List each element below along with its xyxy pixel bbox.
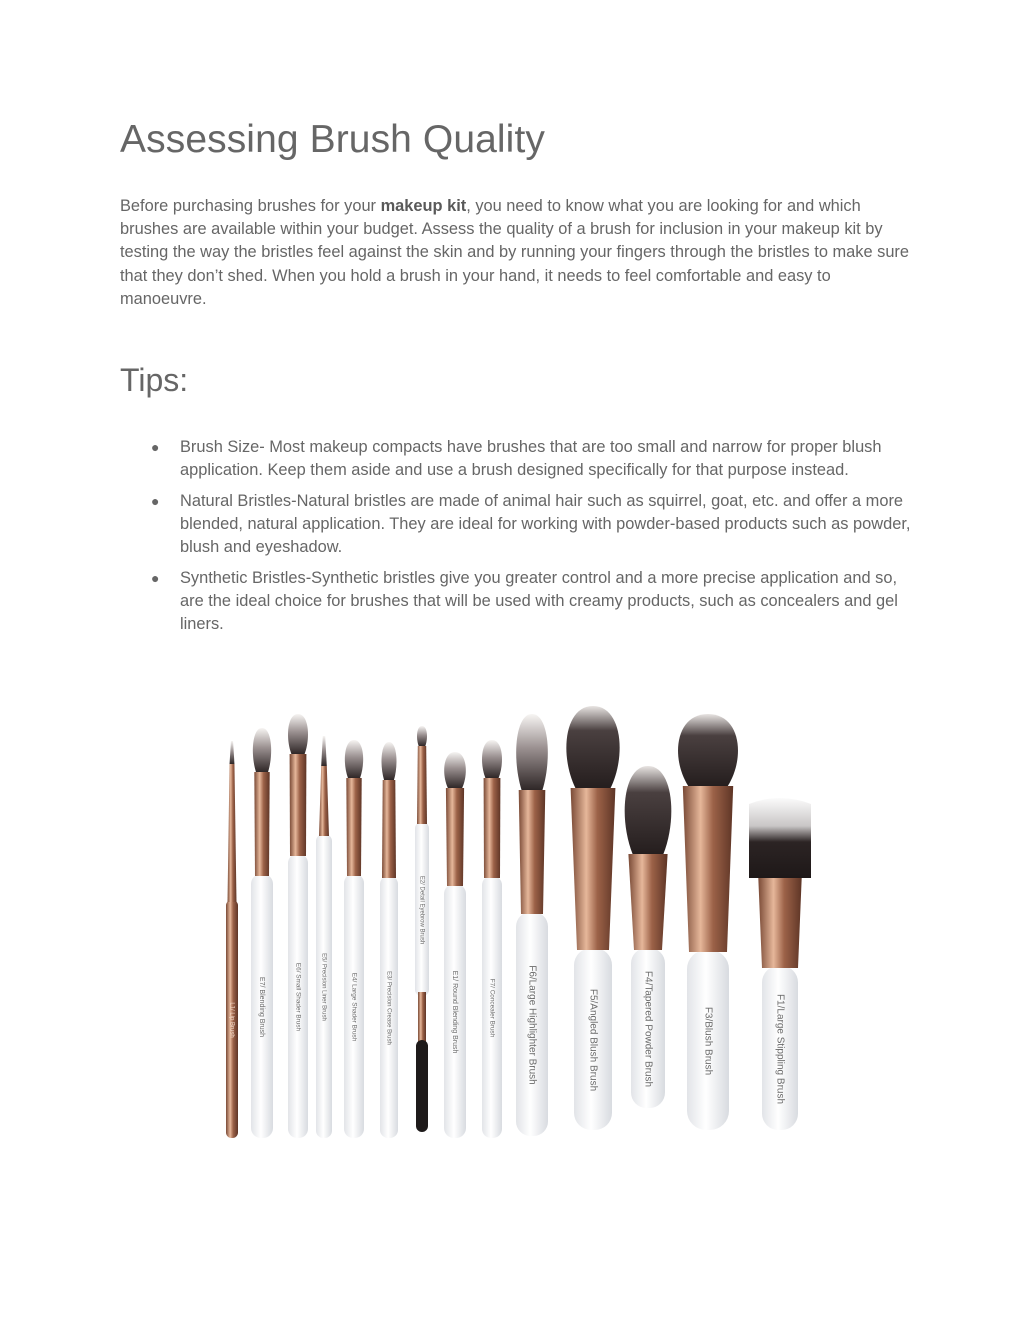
list-item [120, 436, 920, 482]
brush-ferrule [346, 778, 361, 876]
spoolie-ferrule [418, 992, 426, 1042]
brush-ferrule [417, 746, 427, 824]
brush-label: F1/Large Stippling Brush [774, 993, 786, 1105]
brush-10 [516, 714, 548, 1136]
intro-bold-term: makeup kit [380, 197, 467, 215]
bullet-icon: ● [151, 570, 160, 587]
brush-bristles [625, 766, 672, 854]
brush-label: F6/Large Highlighter Brush [526, 965, 538, 1085]
bullet-icon: ● [151, 492, 160, 509]
brush-ferrule [290, 754, 307, 856]
brush-label: F7/ Concealer Brush [488, 978, 496, 1038]
brush-11 [566, 706, 619, 1130]
page-title: Assessing Brush Quality [120, 118, 545, 161]
brush-ferrule [758, 878, 801, 968]
brush-label: E7/ Blending Brush [258, 976, 266, 1038]
brush-bristles [253, 728, 271, 772]
brush-set-photo [214, 706, 818, 1146]
brush-bristles [345, 740, 363, 778]
bullet-icon: ● [151, 439, 160, 455]
brush-ferrule [628, 854, 667, 950]
brush-label: E6/ Small Shader Brush [294, 962, 302, 1032]
brush-7 [415, 726, 429, 1132]
tip-text: Brush Size- Most makeup compacts have brushes that are too small and narrow for proper blush application. Keep them aside and use a brush designed specifically for that purpose instead. [180, 438, 882, 480]
brush-2 [251, 728, 273, 1138]
brush-8 [444, 752, 466, 1138]
brush-ferrule [382, 780, 396, 878]
brush-ferrule [519, 790, 546, 914]
brush-14 [749, 798, 811, 1130]
intro-text-after: , you need to know what you are looking for and which brushes are available within your budget. Assess the quality of a brush for inclusion in your makeup kit by testing the way the bristles feel against the skin and by running your fingers through the bristles to make sure that they don’t shed. When you hold a brush in your hand, it needs to feel comfortable and easy to manoeuvre. [120, 197, 910, 308]
brush-bristles [417, 726, 427, 746]
brush-label: E2/ Detail Eyebrow Brush [418, 875, 425, 945]
brush-bristles [678, 714, 738, 786]
brush-bristles [516, 714, 548, 790]
brush-9 [482, 740, 502, 1138]
intro-text-before: Before purchasing brushes for your [120, 197, 381, 215]
list-item [120, 567, 920, 637]
brush-label: F4/Tapered Powder Brush [642, 970, 654, 1088]
brush-bristles [566, 706, 619, 788]
tip-text: Synthetic Bristles-Synthetic bristles give you greater control and a more precise application and so, are the ideal choice for brushes that will be used with creamy products, such as concealers and gel liners. [180, 569, 898, 634]
brush-bristles [382, 742, 397, 780]
spoolie-head [416, 1040, 428, 1132]
brush-label: E5/ Precision Liner Brush [320, 953, 327, 1021]
brush-4 [316, 736, 332, 1138]
intro-paragraph [120, 195, 910, 311]
brush-label: F3/Blush Brush [702, 1006, 714, 1076]
brush-ferrule [254, 772, 269, 876]
brush-ferrule [228, 764, 237, 902]
brush-label: E1/ Round Blending Brush [451, 970, 459, 1054]
brush-3 [288, 714, 308, 1138]
brush-label: E3/ Precision Crease Brush [385, 971, 392, 1045]
brush-label: F5/Angled Blush Brush [587, 988, 599, 1092]
brush-ferrule [683, 786, 733, 952]
brush-ferrule [319, 766, 329, 836]
brush-bristles [288, 714, 308, 754]
brush-6 [380, 742, 398, 1138]
brush-ferrule [484, 778, 501, 878]
tips-heading: Tips: [120, 362, 189, 398]
brush-bristles [444, 752, 466, 788]
brush-label: E4/ Large Shader Brush [350, 972, 358, 1042]
brush-ferrule [571, 788, 616, 950]
brush-bristles [321, 736, 327, 766]
brush-13 [678, 714, 738, 1130]
brush-12 [625, 766, 672, 1108]
brush-bristles [230, 741, 235, 764]
tip-text: Natural Bristles-Natural bristles are made of animal hair such as squirrel, goat, etc. and offer a more blended, natural application. They are ideal for working with powder-based products such as powder, blush and eyeshadow. [180, 491, 911, 557]
brush-1 [226, 741, 238, 1138]
brush-label: L1/ Lip Brush [228, 1002, 235, 1038]
brush-5 [344, 740, 364, 1138]
list-item [120, 490, 920, 560]
brush-bristles [482, 740, 502, 778]
tips-list [120, 436, 920, 644]
brush-ferrule [446, 788, 464, 886]
brush-bristles [749, 798, 811, 878]
